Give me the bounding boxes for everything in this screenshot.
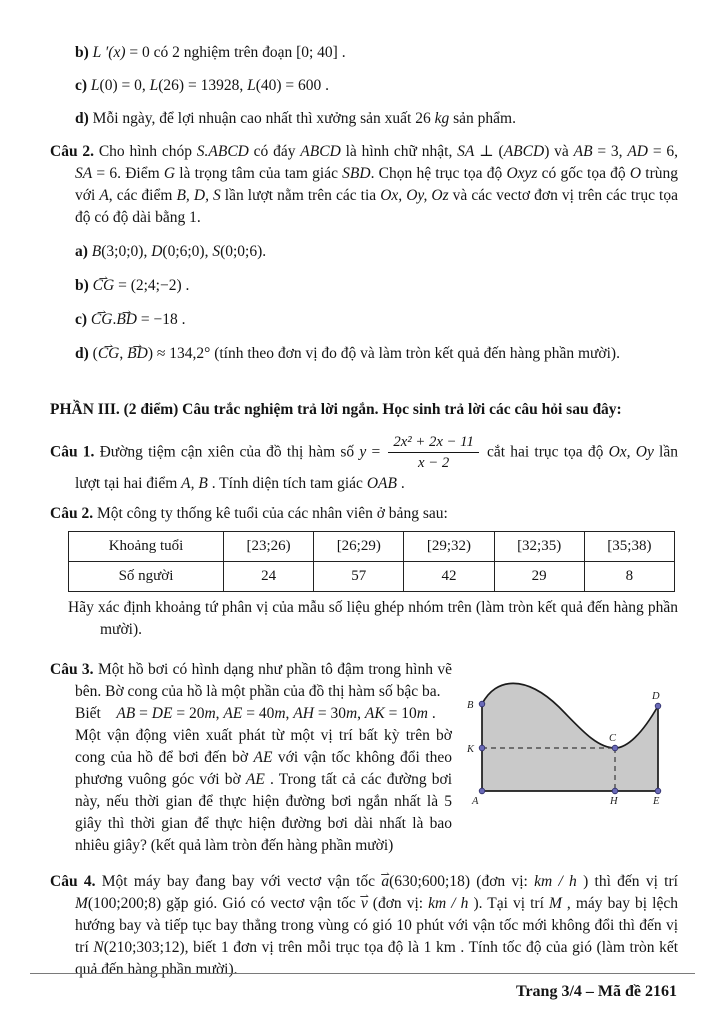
text-segment: CG ⇀ — [91, 309, 113, 331]
text-segment: là hình chữ nhật, — [340, 143, 458, 160]
text-segment: , biết — [184, 938, 221, 956]
statement-item-b — [75, 42, 678, 64]
text-segment: (100;200;8) — [87, 894, 162, 912]
text-segment: m — [204, 704, 216, 722]
text-segment: ⊥ ( — [474, 143, 504, 160]
text-segment: , — [357, 704, 365, 722]
text-segment: c) — [75, 311, 91, 328]
point-H — [612, 788, 618, 794]
point-B — [479, 701, 485, 707]
statement-item-c — [75, 75, 678, 97]
label-E: E — [653, 795, 660, 807]
text-segment: = 6 — [92, 165, 118, 182]
text-segment: L — [90, 77, 100, 94]
age-frequency-table — [68, 531, 675, 592]
text-segment: lần lượt tại hai điểm — [75, 443, 678, 492]
text-segment: 10 — [396, 916, 412, 934]
text-segment: = −18 — [137, 311, 178, 328]
text-segment: y — [359, 443, 367, 461]
text-segment: Một vận động viên xuất phát từ một vị trí bất kỳ trên bờ cong của hồ để bơi đến bờ — [75, 726, 452, 766]
text-segment: sản phẩm. — [449, 110, 516, 127]
text-segment: CG ⇀ — [98, 343, 120, 365]
text-segment: . — [177, 311, 186, 328]
text-segment: (đơn vị: — [367, 894, 429, 912]
text-segment: AK — [364, 704, 385, 722]
table-count-cell: 57 — [314, 561, 404, 591]
part2-q2-item-a — [75, 241, 678, 263]
fraction: $\frac{\text{2x² + 2x − 11}}{x - 2}$ — [388, 433, 478, 473]
text-segment: D — [151, 243, 163, 260]
text-segment: N — [93, 938, 104, 956]
text-segment: Oxyz — [506, 165, 538, 182]
text-segment: (0) = 0, — [99, 77, 150, 94]
text-segment: Câu 1. — [50, 443, 100, 461]
text-segment: S.ABCD — [196, 143, 249, 160]
text-segment: có gốc tọa độ — [537, 165, 630, 182]
text-segment: = 30 — [313, 704, 346, 722]
text-segment: v ⇀ — [361, 893, 368, 915]
text-segment: 1 km — [423, 938, 456, 956]
label-D: D — [652, 690, 660, 702]
text-segment: L — [149, 77, 159, 94]
text-segment: Đường tiệm cận xiên của đồ thị hàm số — [99, 443, 360, 461]
text-segment: = 10 — [384, 704, 417, 722]
text-segment: . Trong tất cả các đường bơi này, nếu thời gian để thực hiện đường bơi ngắn nhất là — [75, 770, 453, 810]
table-interval-cell: [26;29) — [314, 531, 404, 561]
text-segment: AB — [116, 704, 136, 722]
table-interval-cell: [35;38) — [584, 531, 674, 561]
label-K: K — [467, 743, 475, 755]
part2-question1-items — [50, 0, 678, 130]
table-count-cell: 8 — [584, 561, 674, 591]
text-segment: b) — [75, 44, 93, 61]
text-segment: SA — [75, 165, 93, 182]
text-segment: L — [247, 77, 256, 94]
part3-question2-intro — [50, 503, 678, 525]
text-segment: km / h — [534, 872, 577, 890]
point-C — [612, 745, 618, 751]
point-A — [479, 788, 485, 794]
text-segment: (26) = 13928, — [158, 77, 248, 94]
text-segment: = 0 — [125, 44, 150, 61]
text-segment: = (2;4;−2) — [114, 277, 182, 294]
text-segment: đơn vị trên mỗi trục tọa độ là — [228, 938, 424, 956]
table-count-cell: 29 — [494, 561, 584, 591]
text-segment: SBD — [342, 165, 371, 182]
text-segment: Ox, Oy, Oz — [380, 187, 449, 204]
label-A: A — [472, 795, 479, 807]
text-segment: lần lượt nằm trên các tia — [220, 187, 381, 204]
text-segment: 5 — [444, 792, 452, 810]
text-segment: S — [212, 243, 221, 260]
text-segment: DE — [151, 704, 173, 722]
table-count-cell: 24 — [224, 561, 314, 591]
text-segment: ). Tại vị trí — [468, 894, 549, 912]
text-segment: Câu 4. — [50, 872, 102, 890]
point-E — [655, 788, 661, 794]
text-segment: PHẦN III. (2 điểm) Câu trắc nghiệm trả lời ngắn. Học sinh trả lời các câu hỏi sau đây: — [50, 401, 622, 418]
text-segment: = 40 — [242, 704, 275, 722]
text-segment: = 3, — [592, 143, 628, 160]
text-segment: (630;600;18) — [389, 872, 471, 890]
table-row-intervals — [69, 531, 675, 561]
text-segment: Ox, Oy — [608, 443, 654, 461]
part3-question1 — [50, 433, 678, 495]
text-segment: phút với vận tốc mới không đổi thì đến vị trí — [75, 916, 678, 956]
pool-shaded-region — [482, 683, 658, 791]
text-segment: d) — [75, 345, 93, 362]
text-segment: . Điểm — [117, 165, 164, 182]
table-header-age-range: Khoảng tuổi — [69, 531, 224, 561]
text-segment: m — [274, 704, 286, 722]
text-segment: ABCD — [300, 143, 341, 160]
text-segment: Hãy xác định khoảng tứ phân vị của mẫu số liệu ghép nhóm trên (làm tròn kết quả đến hàng phần mười). — [68, 598, 678, 638]
text-segment: AE — [223, 704, 243, 722]
text-segment: Câu 2. — [50, 504, 97, 522]
text-segment: , máy bay bị lệch hướng bay và tiếp tục bay thẳng trong vùng có gió — [75, 894, 678, 934]
table-count-cell: 42 — [404, 561, 494, 591]
part3-question4 — [50, 871, 678, 981]
text-segment: ABCD — [503, 143, 545, 160]
text-segment: (40) = 600 — [255, 77, 322, 94]
text-segment: và — [549, 143, 574, 160]
table-header-count: Số người — [69, 561, 224, 591]
text-segment: . Chọn hệ trục tọa độ — [370, 165, 507, 182]
part2-q2-item-c — [75, 309, 678, 331]
text-segment: ) ≈ 134,2° — [147, 345, 211, 362]
text-segment: = — [366, 443, 386, 461]
table-interval-cell: [29;32) — [404, 531, 494, 561]
text-segment: A, B — [181, 474, 208, 492]
text-segment: có 2 nghiệm trên đoạn — [149, 44, 297, 61]
text-segment: với vận tốc không đổi theo phương vuông góc với bờ — [75, 748, 452, 788]
text-segment: có đáy — [248, 143, 301, 160]
part2-q2-item-b — [75, 275, 678, 297]
part2-question2-intro — [50, 141, 678, 229]
part3-header — [50, 399, 678, 421]
text-segment: . — [427, 704, 436, 722]
text-segment: ) — [544, 143, 550, 160]
text-segment: AE — [253, 748, 273, 766]
text-segment: ) thì đến vị trí — [576, 872, 678, 890]
text-segment: . Tính tốc độ của gió (làm tròn kết quả đến hàng phần mười). — [75, 938, 679, 978]
text-segment: M — [75, 894, 88, 912]
part2-q2-item-d — [75, 343, 678, 365]
text-segment: c) — [75, 77, 91, 94]
exam-content — [50, 0, 678, 981]
text-segment: AE — [245, 770, 265, 788]
text-segment: , — [215, 704, 224, 722]
text-segment: . — [321, 77, 330, 94]
text-segment: ( — [92, 345, 98, 362]
text-segment: giây thì thời gian để thực hiện đường bơi dài nhất là bao nhiêu giây? (kết quả làm tròn đến hàng phần mười) — [75, 814, 452, 854]
text-segment: O — [629, 165, 642, 182]
text-segment: km / h — [428, 894, 469, 912]
text-segment: SA — [457, 143, 475, 160]
text-segment: AB — [573, 143, 593, 160]
text-segment: , — [119, 345, 128, 362]
text-segment: 1 — [220, 938, 229, 956]
text-segment: (210;303;12) — [103, 938, 185, 956]
text-segment: (đơn vị: — [470, 872, 535, 890]
text-segment: Biết — [75, 704, 117, 722]
text-segment: Một công ty thống kê tuổi của các nhân viên ở bảng sau: — [96, 504, 448, 522]
table-row-counts — [69, 561, 675, 591]
text-segment: . — [396, 474, 405, 492]
text-segment: Câu 3. — [50, 660, 98, 678]
label-H: H — [610, 795, 618, 807]
text-segment: . Tính diện tích tam giác — [207, 474, 367, 492]
table-interval-cell: [32;35) — [494, 531, 584, 561]
text-segment: BD ⇀ — [116, 309, 137, 331]
text-segment: G — [163, 165, 176, 182]
text-segment: Mỗi ngày, để lợi nhuận cao nhất thì xưởng sản xuất — [92, 110, 416, 127]
point-K — [479, 745, 485, 751]
text-segment: cắt hai trục tọa độ — [481, 443, 609, 461]
text-segment: . — [337, 44, 346, 61]
text-segment: A — [99, 187, 109, 204]
text-segment: trùng với — [75, 165, 679, 204]
page-footer: Trang 3/4 – Mã đề 2161 — [515, 983, 677, 1000]
pool-figure — [462, 661, 678, 811]
label-B: B — [467, 699, 474, 711]
text-segment: (3;0;0), — [101, 243, 152, 260]
text-segment: Câu 2. — [50, 143, 99, 160]
text-segment: m — [345, 704, 358, 722]
part3-question3 — [50, 659, 678, 857]
text-segment: b) — [75, 277, 93, 294]
text-segment: Một hồ bơi có hình dạng như phần tô đậm trong hình vẽ bên. Bờ cong của hồ là một phần của đồ thị hàm số bậc ba. — [75, 660, 452, 700]
text-segment: = — [135, 704, 152, 722]
text-segment: OAB — [366, 474, 397, 492]
text-segment: a) — [75, 243, 92, 260]
text-segment: 26 — [415, 110, 435, 127]
text-segment: AH — [293, 704, 314, 722]
text-segment: M — [548, 894, 562, 912]
text-segment: B — [91, 243, 102, 260]
text-segment: (tính theo đơn vị đo độ và làm tròn kết quả đến hàng phần mười). — [210, 345, 620, 362]
text-segment: , — [285, 704, 294, 722]
text-segment: AD — [627, 143, 649, 160]
text-segment: là trọng tâm của tam giác — [175, 165, 343, 182]
statement-item-d — [75, 108, 678, 130]
text-segment: a ⇀ — [381, 871, 389, 893]
text-segment: m — [416, 704, 428, 722]
part3-question2-outro — [50, 597, 678, 641]
text-segment: L ′(x) — [92, 44, 126, 61]
text-segment: kg — [434, 110, 450, 127]
text-segment: (0;6;0), — [162, 243, 213, 260]
text-segment: CG ⇀ — [93, 275, 115, 297]
point-D — [655, 703, 661, 709]
table-interval-cell: [23;26) — [224, 531, 314, 561]
text-segment: Cho hình chóp — [98, 143, 197, 160]
text-segment: (0;0;6). — [220, 243, 267, 260]
text-segment: gặp gió. Gió có vectơ vận tốc — [161, 894, 361, 912]
text-segment: . — [112, 311, 117, 328]
text-segment: , các điểm — [108, 187, 177, 204]
footer-divider — [30, 973, 695, 974]
text-segment: = 6, — [648, 143, 678, 160]
label-C: C — [609, 732, 617, 744]
text-segment: Một máy bay đang bay với vectơ vận tốc — [101, 872, 382, 890]
text-segment: BD ⇀ — [127, 343, 148, 365]
text-segment: [0; 40] — [296, 44, 338, 61]
text-segment: và các vectơ đơn vị trên các trục tọa độ có độ dài bằng 1. — [75, 187, 678, 226]
text-segment: d) — [75, 110, 93, 127]
text-segment: B, D, S — [176, 187, 221, 204]
text-segment: . — [181, 277, 190, 294]
text-segment: = 20 — [172, 704, 205, 722]
